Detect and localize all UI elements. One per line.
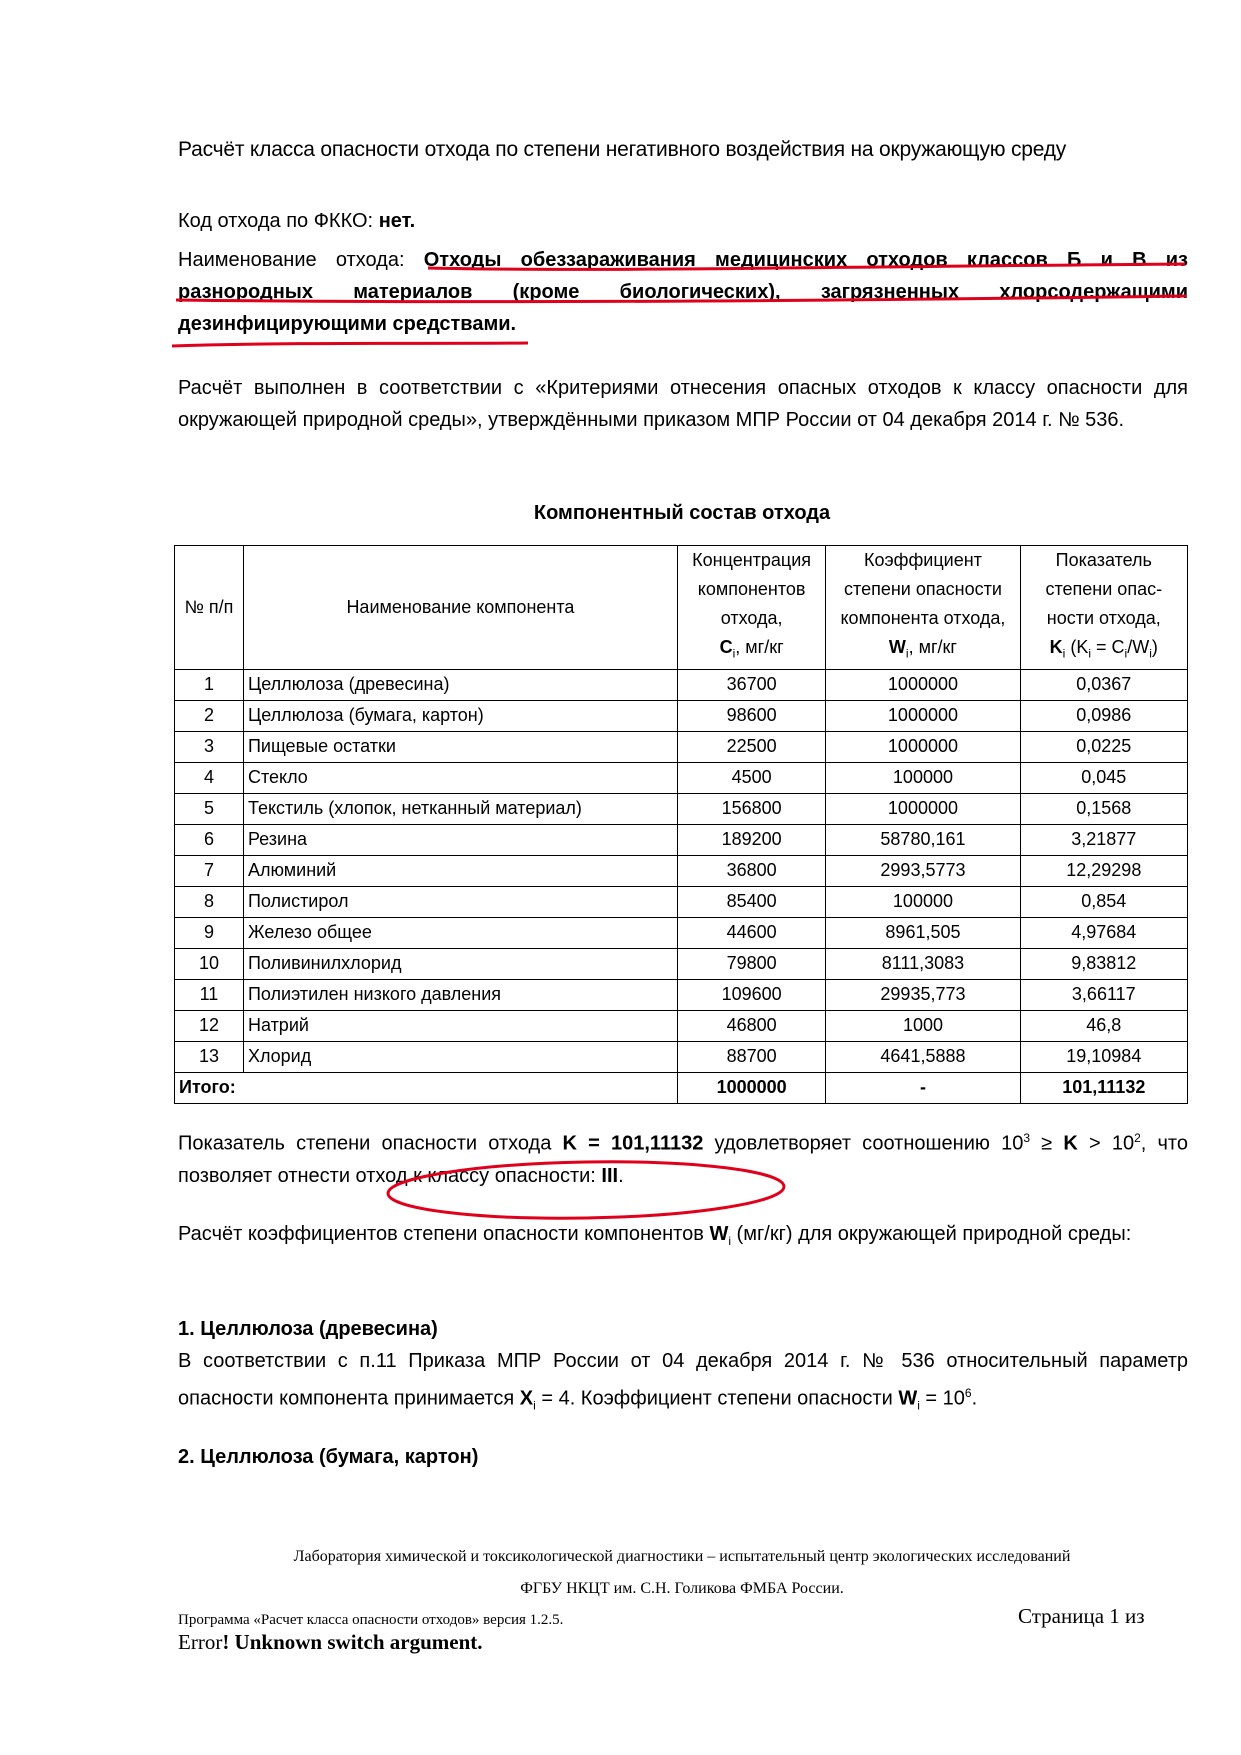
waste-name-value: Отходы обеззараживания медицинских отходов классов Б и В из разнородных материалов (кроме биологических), загрязненных хлорсодержащими дезинфицирующими средствами. — [178, 249, 1188, 335]
header-hazard-coefficient: Коэффициент степени опасности компонента отхода, $W_i$, мг/кг — [826, 546, 1020, 670]
footer-lab-line: Лаборатория химической и токсикологической диагностики – испытательный центр экологических исследований — [293, 1548, 1071, 1565]
table-row: 5 Текстиль (хлопок, нетканный материал) 156800 1000000 0,1568 — [175, 793, 1188, 824]
table-row: 4 Стекло 4500 100000 0,045 — [175, 762, 1188, 793]
components-table — [174, 545, 1188, 1104]
table-row: 10 Поливинилхлорид 79800 8111,3083 9,83812 — [175, 948, 1188, 979]
table-row: 12 Натрий 46800 1000 46,8 — [175, 1010, 1188, 1041]
waste-name-paragraph — [178, 244, 1188, 340]
section-2-heading: 2. Целлюлоза (бумага, картон) — [178, 1446, 479, 1468]
section-1-text: В соответствии с п.11 Приказа МПР России от 04 декабря 2014 г. № 536 относительный параметр опасности компонента принимается $X_i = 4$. Коэффициент степени опасности $W_i = 10^6$. — [178, 1350, 1188, 1413]
table-total-row: Итого: 1000000 - 101,11132 — [175, 1072, 1188, 1103]
field-error-text: Error! Unknown switch argument. — [178, 1630, 483, 1654]
table-row: 3 Пищевые остатки 22500 1000000 0,0225 — [175, 731, 1188, 762]
table-row: 6 Резина 189200 58780,161 3,21877 — [175, 824, 1188, 855]
header-number: № п/п — [175, 546, 244, 670]
hazard-index-value: K = 101,11132 — [562, 1132, 704, 1155]
waste-code-line — [178, 205, 1188, 237]
table-row: 8 Полистирол 85400 100000 0,854 — [175, 886, 1188, 917]
calculation-basis-paragraph: Расчёт выполнен в соответствии с «Критериями отнесения опасных отходов к классу опасности для окружающей природной среды», утверждёнными приказом МПР России от 04 декабря 2014 г. № 536. — [178, 377, 1188, 431]
underline-mark-3 — [172, 343, 528, 346]
header-component-name: Наименование компонента — [243, 546, 677, 670]
table-row: 13 Хлорид 88700 4641,5888 19,10984 — [175, 1041, 1188, 1072]
hazard-class-value: III — [601, 1164, 619, 1187]
section-1-heading: 1. Целлюлоза (древесина) — [178, 1318, 438, 1340]
document-title: Расчёт класса опасности отхода по степени негативного воздействия на окружающую среду — [178, 138, 1067, 161]
header-hazard-index: Показатель степени опас-ности отхода, $K_i$ $(K_i = C_i/W_i)$ — [1020, 546, 1187, 670]
table-row: 1 Целлюлоза (древесина) 36700 1000000 0,0367 — [175, 669, 1188, 700]
footer-program-line: Программа «Расчет класса опасности отходов» версия 1.2.5. — [178, 1612, 564, 1628]
result-paragraph: Показатель степени опасности отхода K = 101,11132 удовлетворяет соотношению $10^3 \ge K > 10^2$, что позволяет отнести отход к классу опасности: III. — [178, 1131, 1188, 1187]
waste-name-label: Наименование отхода: — [178, 249, 424, 271]
header-concentration: Концентрация компонентов отхода, $C_i$, мг/кг — [677, 546, 825, 670]
footer-org-line: ФГБУ НКЦТ им. С.Н. Голикова ФМБА России. — [520, 1580, 844, 1597]
waste-code-value: нет. — [378, 210, 416, 232]
page-number: Страница 1 из — [1018, 1604, 1145, 1628]
table-row: 9 Железо общее 44600 8961,505 4,97684 — [175, 917, 1188, 948]
coefficients-intro-paragraph: Расчёт коэффициентов степени опасности компонентов $W_i$ (мг/кг) для окружающей природной среды: — [178, 1223, 1132, 1248]
waste-code-label: Код отхода по ФККО: — [178, 210, 379, 232]
table-header-row — [175, 546, 1188, 670]
table-caption: Компонентный состав отхода — [533, 502, 831, 524]
table-row: 11 Полиэтилен низкого давления 109600 29935,773 3,66117 — [175, 979, 1188, 1010]
table-row: 7 Алюминий 36800 2993,5773 12,29298 — [175, 855, 1188, 886]
table-row: 2 Целлюлоза (бумага, картон) 98600 1000000 0,0986 — [175, 700, 1188, 731]
